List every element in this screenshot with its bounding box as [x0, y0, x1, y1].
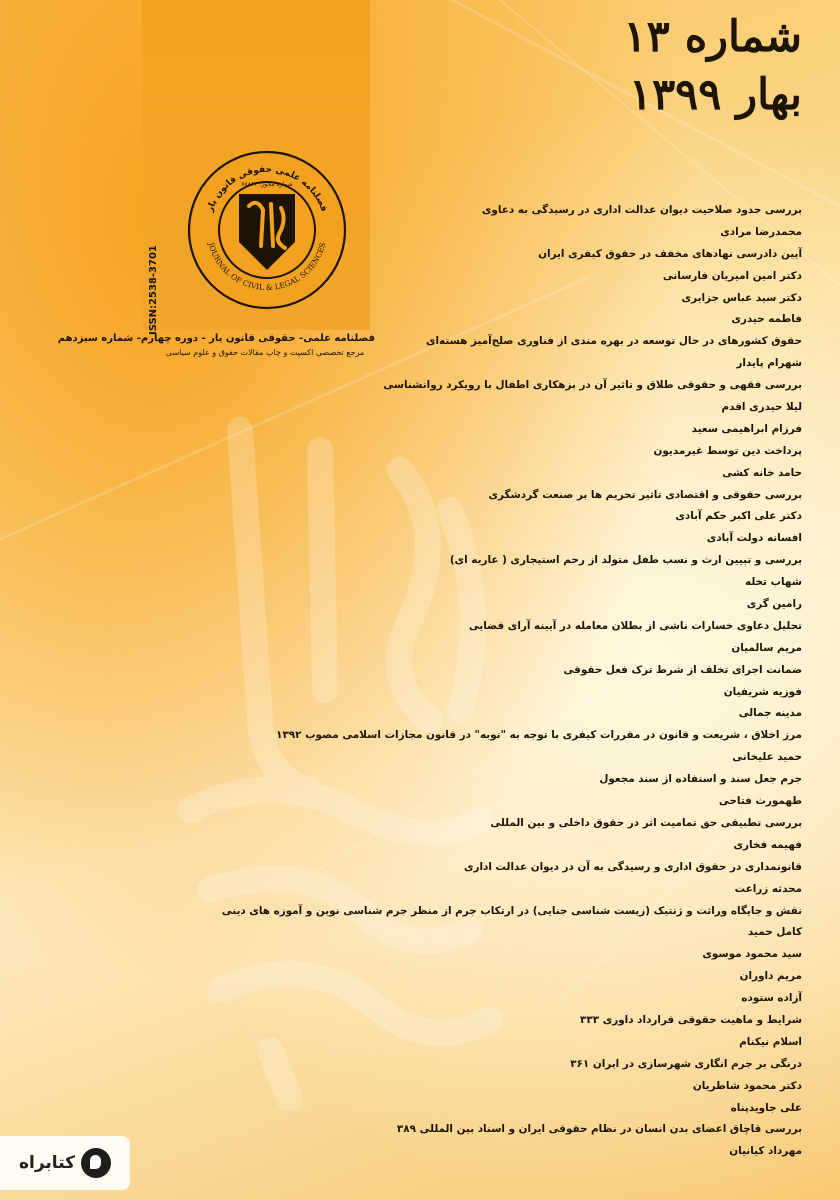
toc-line: دکتر محمود شاطریان [692, 1079, 802, 1092]
toc-line: مریم سالمیان [731, 641, 802, 654]
table-of-contents [222, 200, 802, 1163]
toc-line: آیین دادرسی نهادهای مخفف در حقوق کیفری ایران [538, 247, 802, 260]
toc-line: بررسی حدود صلاحیت دیوان عدالت اداری در رسیدگی به دعاوی [481, 204, 802, 216]
ketabrah-badge[interactable] [0, 1136, 130, 1190]
toc-line: حقوق کشورهای در حال توسعه در بهره مندی از فناوری صلح‌آمیز هسته‌ای [425, 335, 802, 348]
toc-line: فهیمه فخاری [733, 838, 802, 851]
toc-line: فاطمه حیدری [731, 313, 802, 326]
toc-line: اسلام نیکنام [739, 1035, 802, 1048]
toc-line: آزاده ستوده [741, 992, 802, 1005]
toc-line: بررسی حقوقی و اقتصادی تاثیر تحریم ها بر صنعت گردشگری [488, 488, 802, 501]
toc-line: علی جاویدپناه [730, 1101, 802, 1114]
toc-line: بررسی تطبیقی حق تمامیت اثر در حقوق داخلی و بین المللی [490, 816, 802, 829]
toc-line: شهرام پایدار [736, 357, 802, 370]
toc-line: دکتر علی اکبر حکم آبادی [675, 510, 802, 523]
toc-line: جرم جعل سند و استفاده از سند مجعول [599, 773, 802, 786]
toc-line: افسانه دولت آبادی [706, 532, 802, 545]
logo-ring-english: JOURNAL OF CIVIL & LEGAL SCIENCES [206, 241, 328, 293]
toc-line: نقش و جایگاه وراثت و ژنتیک (زیست شناسی جنایی) در ارتکاب جرم از منظر جرم شناسی نوین و آموزه های دینی [221, 904, 802, 917]
toc-line: بررسی قاچاق اعضای بدن انسان در نظام حقوقی ایران و اسناد بین المللی ۳۸۹ [396, 1123, 802, 1136]
ketabrah-logo-icon [81, 1148, 111, 1178]
toc-line: قانونمداری در حقوق اداری و رسیدگی به آن در دیوان عدالت اداری [463, 860, 802, 873]
toc-line: سید محمود موسوی [702, 948, 802, 961]
toc-line: مهرداد کیانیان [729, 1145, 802, 1158]
toc-line: محمدرضا مرادی [720, 225, 802, 238]
issue-season: بهار ۱۳۹۹ [628, 70, 802, 120]
toc-line: پرداخت دین توسط غیرمدیون [653, 444, 802, 457]
toc-line: محدثه زراعت [734, 882, 802, 895]
toc-line: رامین گری [746, 598, 802, 611]
toc-line: دکتر امین امیریان فارسانی [662, 269, 802, 282]
toc-line: مدینه جمالی [738, 707, 802, 720]
ketabrah-label: کتابراه [18, 1153, 76, 1173]
toc-line: بررسی فقهی و حقوقی طلاق و تاثیر آن در بزهکاری اطفال با رویکرد روانشناسی [383, 379, 802, 392]
toc-line: دکتر سید عباس جزایری [681, 291, 802, 304]
toc-line: شهاب تخله [745, 576, 802, 589]
issn-number: ISSN:2538-3701 [148, 245, 159, 335]
toc-line: مرز اخلاق ، شریعت و قانون در مقررات کیفری با توجه به "توبه" در قانون مجازات اسلامی مصوب ۱۳۹۲ [276, 729, 802, 742]
toc-line: حامد خانه کشی [722, 466, 802, 479]
toc-line: تحلیل دعاوی خسارات ناشی از بطلان معامله در آیینه آرای قضایی [468, 619, 802, 632]
toc-line: طهمورث فتاحی [718, 795, 802, 808]
toc-line: فوزیه شریفیان [723, 685, 802, 698]
toc-line: بررسی و تبیین ارث و نسب طفل متولد از رحم استیجاری ( عاریه ای) [449, 554, 802, 567]
toc-line: حمید علیخانی [732, 751, 802, 764]
issue-number: شماره ۱۳ [623, 12, 802, 62]
issue-heading [624, 8, 802, 124]
logo-license: شماره مجوز: ۷۸۸۶۴ [241, 181, 293, 188]
publisher-tagline: مرجع تخصصی اکسپت و چاپ مقالات حقوق و علوم سیاسی [165, 348, 365, 357]
logo-ring-title: فصلنامه علمی حقوقی قانون یار [205, 164, 329, 214]
toc-line: کامل حمید [748, 926, 802, 939]
toc-line: ضمانت اجرای تخلف از شرط ترک فعل حقوقی [563, 663, 802, 676]
toc-line: مریم داوران [739, 970, 802, 983]
toc-line: فرزام ابراهیمی سعید [691, 422, 802, 435]
publisher-line: فصلنامه علمی- حقوقی قانون یار - دوره چهارم- شماره سیزدهم [57, 333, 375, 344]
toc-line: لیلا حیدری اقدم [721, 401, 802, 414]
toc-line: درنگی بر جرم انگاری شهرسازی در ایران ۳۶۱ [570, 1057, 802, 1070]
toc-line: شرایط و ماهیت حقوقی قرارداد داوری ۳۳۳ [580, 1013, 802, 1026]
